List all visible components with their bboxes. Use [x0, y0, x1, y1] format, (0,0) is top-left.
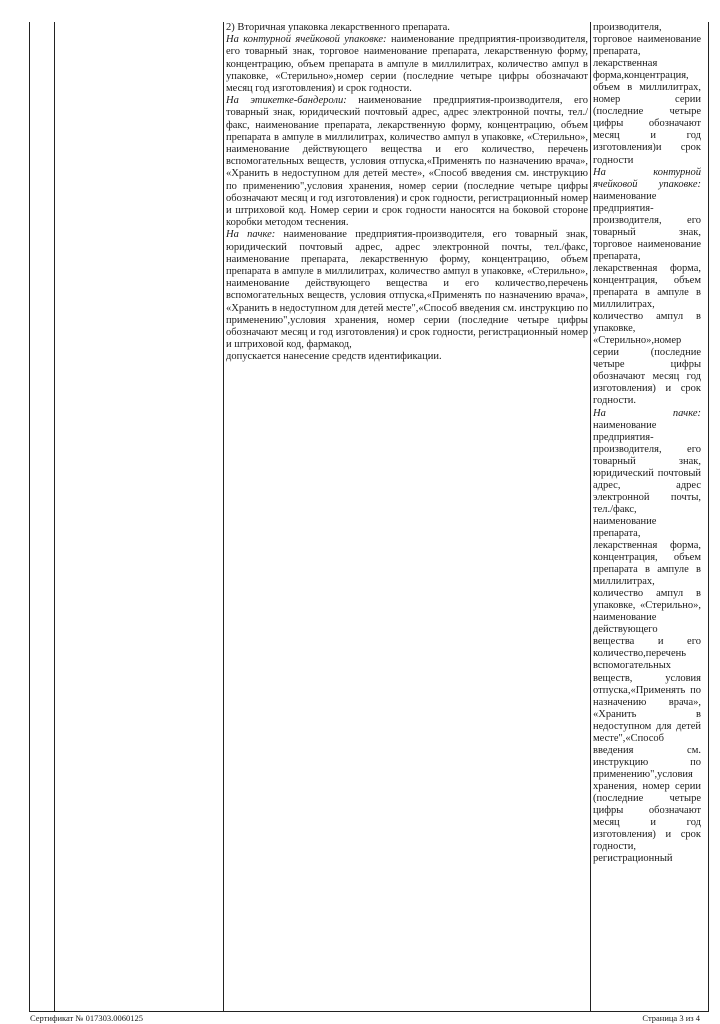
table-border-col2 — [223, 22, 224, 1012]
table-border-bottom — [29, 1011, 708, 1012]
banderole-label: На этикетке-бандероли: — [226, 95, 347, 107]
pack-text: наименование предприятия-производителя, его товарный знак, юридический почтовый адрес, адрес электронной почты, тел./факс, наименование препарата, лекарственную форму, концентрацию, объем препарата в ампуле в миллилитрах, количество ампул в упаковке, «Стерильно», наименование действующего вещества и его количество,перечень вспомогательных веществ, условия отпуска,«Применять по назначению врача», «Хранить в недоступном для детей месте",«Способ введения см. инструкцию по применению",условия хранения, номер серии (последние четыре цифры обозначают месяц и год изготовления) и срок годности, регистрационный номер и штриховой код, фармакод, — [226, 229, 588, 351]
blister-text: наименование предприятия-производителя, его товарный знак, торговое наименование препарата, лекарственную форму, концентрацию, объем препарата в ампуле в миллилитрах, количество ампул в упаковке, «Стерильно»,номер серии (последние четыре цифры обозначают месяц год изготовления) и срок годности. — [226, 34, 588, 95]
table-border-left — [29, 22, 30, 1012]
section-heading: 2) Вторичная упаковка лекарственного препарата. — [226, 22, 450, 33]
right-intro-text: производителя, торговое наименование препарата, лекарственная форма,концентрация, объем в миллилитрах, номер серии (последние четыре цифры обозначают месяц и год изготовления)и срок годности — [593, 22, 701, 166]
pack-paragraph — [226, 229, 588, 351]
comparison-cell — [593, 22, 701, 865]
right-pack-text: наименование предприятия-производителя, его товарный знак, юридический почтовый адрес, адрес электронной почты, тел./факс, наименование препарата, лекарственная форма, концентрация, объем препарата в ампуле в миллилитрах, количество ампул в упаковке, «Стерильно», наименование действующего вещества и его количество,перечень вспомогательных веществ, условия отпуска,«Применять по назначению врача», «Хранить в недоступном для детей месте",«Способ введения см. инструкцию по применению",условия хранения, номер серии (последние четыре цифры обозначают месяц и год изготовления) и срок годности, регистрационный — [593, 419, 701, 865]
blister-paragraph — [226, 34, 588, 95]
table-border-col3 — [590, 22, 591, 1012]
identification-paragraph: допускается нанесение средств идентификации. — [226, 351, 442, 363]
page-number: Страница 3 из 4 — [642, 1013, 700, 1023]
banderole-text: наименование предприятия-производителя, его товарный знак, юридический почтовый адрес, адрес электронной почты, тел./факс, наименование препарата, лекарственную форму, концентрацию, объем препарата в ампуле в миллилитрах, количество ампул в упаковке, «Стерильно», наименование действующего вещества и его количество, перечень вспомогательных веществ, условия отпуска,«Применять по назначению врача», «Хранить в недоступном для детей месте», «Способ введения см. инструкцию по применению",условия хранения, номер серии (последние четыре цифры обозначают месяц и год изготовления) и срок годности, регистрационный номер и штриховой код. Номер серии и срок годности наносятся на боковой стороне коробки методом теснения. — [226, 95, 588, 229]
table-border-right — [708, 22, 709, 1012]
right-blister-label: На контурной ячейковой упаковке: — [593, 166, 701, 190]
blister-label: На контурной ячейковой упаковке: — [226, 34, 387, 46]
table-border-col1 — [54, 22, 55, 1012]
right-pack-paragraph — [593, 408, 701, 866]
pack-label: На пачке: — [226, 229, 276, 241]
certificate-number: Сертификат № 017303.0060125 — [30, 1013, 144, 1023]
right-blister-text: наименование предприятия-производителя, его товарный знак, торговое наименование препарата, лекарственная форма, концентрация, объем препарата в ампуле в миллилитрах, количество ампул в упаковке, «Стерильно»,номер серии (последние четыре цифры обозначают месяц год изготовления) и срок годности. — [593, 190, 701, 407]
banderole-paragraph — [226, 95, 588, 229]
right-pack-label: На пачке: — [593, 407, 701, 419]
right-blister-paragraph — [593, 167, 701, 408]
secondary-packaging-cell — [226, 22, 588, 364]
